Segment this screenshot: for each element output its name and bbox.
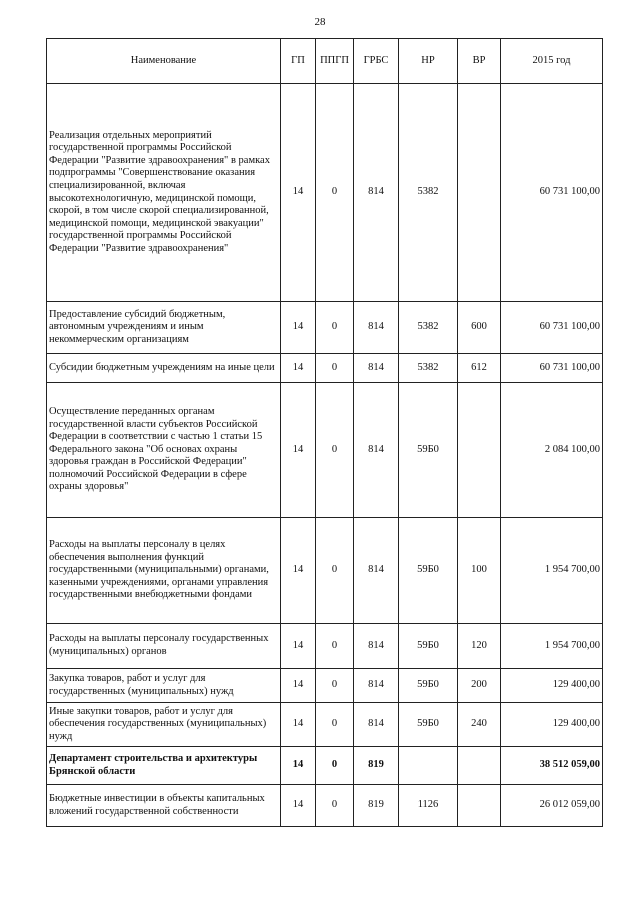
cell-ppgp: 0 (316, 383, 354, 518)
cell-np: 59Б0 (399, 624, 458, 669)
cell-ppgp: 0 (316, 84, 354, 302)
cell-grbs: 814 (354, 302, 399, 354)
cell-amount: 60 731 100,00 (501, 354, 603, 383)
cell-grbs: 814 (354, 383, 399, 518)
cell-ppgp: 0 (316, 302, 354, 354)
cell-gp: 14 (281, 624, 316, 669)
table-row (47, 354, 603, 383)
cell-amount: 26 012 059,00 (501, 785, 603, 827)
cell-grbs: 814 (354, 518, 399, 624)
cell-name: Расходы на выплаты персоналу государственных (муниципальных) органов (47, 624, 281, 669)
table-row (47, 624, 603, 669)
cell-gp: 14 (281, 747, 316, 785)
table-row (47, 669, 603, 703)
header-vr: ВР (458, 39, 501, 84)
header-row (47, 39, 603, 84)
header-np: НР (399, 39, 458, 84)
header-name: Наименование (47, 39, 281, 84)
table-row (47, 747, 603, 785)
cell-np: 5382 (399, 354, 458, 383)
cell-grbs: 814 (354, 354, 399, 383)
cell-vr: 200 (458, 669, 501, 703)
cell-amount: 60 731 100,00 (501, 84, 603, 302)
cell-gp: 14 (281, 302, 316, 354)
cell-grbs: 814 (354, 84, 399, 302)
cell-np: 59Б0 (399, 518, 458, 624)
cell-name: Субсидии бюджетным учреждениям на иные цели (47, 354, 281, 383)
cell-name: Иные закупки товаров, работ и услуг для обеспечения государственных (муниципальных) нужд (47, 703, 281, 747)
cell-name: Реализация отдельных мероприятий государственной программы Российской Федерации "Развитие здравоохранения" в рамках подпрограммы "Совершенствование оказания специализированной, включая высокотехнологичную, медицинской помощи, скорой, в том числе скорой специализированной, медицинской помощи, медицинской эвакуации" государственной программы Российской Федерации "Развитие здравоохранения" (47, 84, 281, 302)
cell-vr: 240 (458, 703, 501, 747)
cell-amount: 129 400,00 (501, 669, 603, 703)
cell-gp: 14 (281, 84, 316, 302)
cell-gp: 14 (281, 354, 316, 383)
cell-vr (458, 747, 501, 785)
cell-ppgp: 0 (316, 747, 354, 785)
cell-vr: 100 (458, 518, 501, 624)
cell-grbs: 814 (354, 703, 399, 747)
table-row (47, 703, 603, 747)
cell-np: 59Б0 (399, 703, 458, 747)
table-header (47, 39, 603, 84)
cell-name: Закупка товаров, работ и услуг для государственных (муниципальных) нужд (47, 669, 281, 703)
cell-ppgp: 0 (316, 669, 354, 703)
cell-vr: 600 (458, 302, 501, 354)
cell-np: 59Б0 (399, 669, 458, 703)
header-gp: ГП (281, 39, 316, 84)
cell-grbs: 819 (354, 747, 399, 785)
table-row (47, 785, 603, 827)
cell-name: Предоставление субсидий бюджетным, автономным учреждениям и иным некоммерческим организациям (47, 302, 281, 354)
cell-name: Расходы на выплаты персоналу в целях обеспечения выполнения функций государственными (муниципальными) органами, казенными учреждениями, органами управления государственными внебюджетными фондами (47, 518, 281, 624)
header-year: 2015 год (501, 39, 603, 84)
cell-gp: 14 (281, 518, 316, 624)
cell-amount: 1 954 700,00 (501, 518, 603, 624)
cell-vr (458, 785, 501, 827)
page-number: 28 (314, 16, 326, 28)
cell-amount: 60 731 100,00 (501, 302, 603, 354)
cell-name: Департамент строительства и архитектуры Брянской области (47, 747, 281, 785)
cell-ppgp: 0 (316, 518, 354, 624)
cell-gp: 14 (281, 785, 316, 827)
cell-vr: 612 (458, 354, 501, 383)
cell-np: 59Б0 (399, 383, 458, 518)
cell-gp: 14 (281, 669, 316, 703)
cell-amount: 129 400,00 (501, 703, 603, 747)
cell-gp: 14 (281, 703, 316, 747)
cell-grbs: 819 (354, 785, 399, 827)
cell-name: Осуществление переданных органам государственной власти субъектов Российской Федерации в соответствии с частью 1 статьи 15 Федерального закона "Об основах охраны здоровья граждан в Российской Федерации" полномочий Российской Федерации в сфере охраны здоровья" (47, 383, 281, 518)
cell-vr: 120 (458, 624, 501, 669)
cell-np: 5382 (399, 302, 458, 354)
budget-table (46, 38, 603, 827)
cell-ppgp: 0 (316, 785, 354, 827)
cell-np (399, 747, 458, 785)
cell-grbs: 814 (354, 624, 399, 669)
table-row (47, 518, 603, 624)
cell-np: 1126 (399, 785, 458, 827)
table-row (47, 383, 603, 518)
header-ppgp: ППГП (316, 39, 354, 84)
table-body (47, 84, 603, 827)
cell-vr (458, 84, 501, 302)
cell-amount: 38 512 059,00 (501, 747, 603, 785)
cell-name: Бюджетные инвестиции в объекты капитальных вложений государственной собственности (47, 785, 281, 827)
cell-np: 5382 (399, 84, 458, 302)
cell-ppgp: 0 (316, 354, 354, 383)
cell-ppgp: 0 (316, 624, 354, 669)
header-grbs: ГРБС (354, 39, 399, 84)
cell-ppgp: 0 (316, 703, 354, 747)
cell-grbs: 814 (354, 669, 399, 703)
table-row (47, 84, 603, 302)
cell-amount: 2 084 100,00 (501, 383, 603, 518)
cell-amount: 1 954 700,00 (501, 624, 603, 669)
cell-vr (458, 383, 501, 518)
table-row (47, 302, 603, 354)
cell-gp: 14 (281, 383, 316, 518)
